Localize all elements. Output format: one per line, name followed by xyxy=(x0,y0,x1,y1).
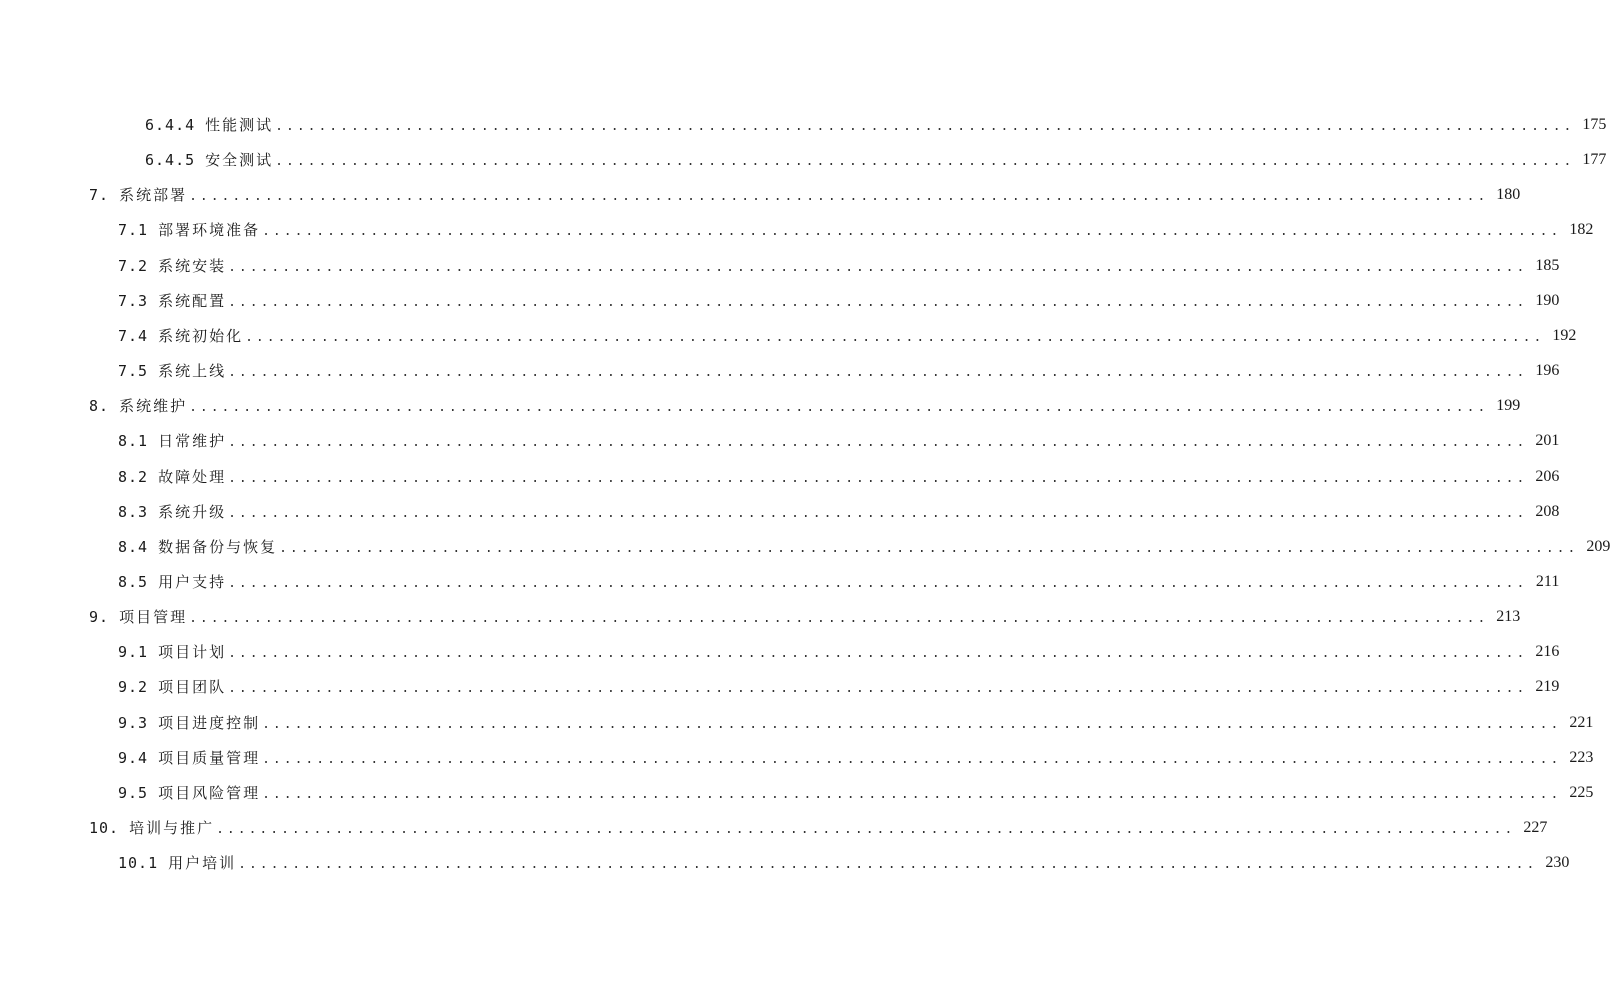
toc-entry[interactable] xyxy=(89,605,1521,629)
toc-entry[interactable] xyxy=(118,324,1577,348)
dot-leader: ........................................................................................................................ xyxy=(228,365,1528,380)
toc-entry-number: 9.3 xyxy=(118,713,149,732)
toc-entry-page-number: 223 xyxy=(1569,748,1594,766)
toc-entry-page-number: 190 xyxy=(1535,291,1560,309)
toc-entry-page-number: 175 xyxy=(1582,116,1607,133)
dot-leader: ........................................................................................................................ xyxy=(275,154,1575,170)
toc-entry[interactable] xyxy=(89,183,1521,207)
dot-leader: ........................................................................................................................ xyxy=(238,857,1538,873)
dot-leader: ........................................................................................................................ xyxy=(189,611,1489,627)
toc-entry[interactable] xyxy=(118,465,1560,489)
toc-entry-title: 系统部署 xyxy=(119,186,188,205)
toc-entry-page-number: 206 xyxy=(1535,467,1560,485)
toc-entry-title: 项目进度控制 xyxy=(158,713,261,732)
dot-leader: ........................................................................................................................ xyxy=(228,681,1528,697)
toc-entry[interactable] xyxy=(118,675,1560,699)
toc-entry-title: 项目风险管理 xyxy=(158,783,261,802)
dot-leader: ........................................................................................................................ xyxy=(262,716,1562,732)
toc-entry-title: 项目质量管理 xyxy=(158,748,261,767)
dot-leader: ........................................................................................................................ xyxy=(228,435,1528,451)
toc-entry-page-number: 211 xyxy=(1535,573,1560,590)
toc-entry-title: 培训与推广 xyxy=(129,819,215,837)
toc-entry-page-number: 230 xyxy=(1545,854,1570,872)
toc-entry-page-number: 199 xyxy=(1496,397,1521,415)
dot-leader: ........................................................................................................................ xyxy=(228,470,1528,486)
dot-leader: ........................................................................................................................ xyxy=(245,329,1545,345)
toc-entry-number: 7.3 xyxy=(118,291,149,310)
toc-entry-page-number: 208 xyxy=(1535,502,1560,520)
toc-entry[interactable] xyxy=(118,429,1560,453)
toc-entry[interactable] xyxy=(118,359,1560,383)
dot-leader: ........................................................................................................................ xyxy=(262,224,1562,240)
toc-entry-title: 安全测试 xyxy=(205,151,274,170)
toc-entry-page-number: 192 xyxy=(1552,326,1577,344)
toc-entry-number: 6.4.4 xyxy=(145,116,196,134)
toc-entry[interactable] xyxy=(118,289,1560,313)
toc-entry-page-number: 221 xyxy=(1569,713,1594,731)
toc-entry-page-number: 180 xyxy=(1496,186,1521,204)
toc-entry[interactable] xyxy=(145,148,1607,172)
toc-entry-title: 系统配置 xyxy=(158,291,227,310)
toc-entry-number: 7.1 xyxy=(118,221,149,240)
toc-entry-title: 系统维护 xyxy=(119,397,188,416)
toc-entry-title: 数据备份与恢复 xyxy=(158,537,278,556)
toc-entry-number: 10. xyxy=(89,819,120,837)
dot-leader: ........................................................................................................................ xyxy=(228,505,1528,521)
toc-entry-number: 9.4 xyxy=(118,748,149,767)
toc-entry-number: 9.5 xyxy=(118,783,149,802)
dot-leader: ........................................................................................................................ xyxy=(228,646,1528,662)
toc-entry[interactable] xyxy=(118,640,1560,664)
toc-entry[interactable] xyxy=(118,570,1560,594)
dot-leader: ........................................................................................................................ xyxy=(228,259,1528,275)
toc-entry-number: 7.4 xyxy=(118,326,149,345)
toc-entry-title: 部署环境准备 xyxy=(158,221,261,240)
toc-entry-title: 项目管理 xyxy=(119,608,188,627)
toc-entry-title: 用户支持 xyxy=(158,573,227,591)
toc-entry-page-number: 201 xyxy=(1535,432,1560,450)
toc-entry[interactable] xyxy=(118,746,1594,770)
toc-entry-page-number: 213 xyxy=(1496,608,1521,626)
toc-entry-number: 8.3 xyxy=(118,502,149,521)
toc-entry-page-number: 219 xyxy=(1535,678,1560,696)
toc-entry-number: 8.5 xyxy=(118,573,149,591)
toc-entry-title: 项目团队 xyxy=(158,678,227,697)
toc-entry-title: 性能测试 xyxy=(205,116,274,134)
toc-entry-number: 8. xyxy=(89,397,110,416)
toc-entry-title: 日常维护 xyxy=(158,432,227,451)
toc-entry-page-number: 177 xyxy=(1582,151,1607,169)
toc-entry-page-number: 216 xyxy=(1535,643,1560,661)
toc-entry-number: 9.2 xyxy=(118,678,149,697)
toc-entry-page-number: 182 xyxy=(1569,221,1594,239)
toc-entry-page-number: 209 xyxy=(1586,537,1610,555)
toc-entry-title: 系统上线 xyxy=(158,362,227,380)
dot-leader: ........................................................................................................................ xyxy=(279,540,1579,556)
toc-entry-number: 7.2 xyxy=(118,256,149,275)
toc-entry-title: 用户培训 xyxy=(168,854,237,873)
dot-leader: ........................................................................................................................ xyxy=(262,751,1562,767)
toc-entry-number: 10.1 xyxy=(118,854,159,873)
toc-entry[interactable] xyxy=(118,781,1594,805)
toc-entry[interactable] xyxy=(89,394,1521,418)
toc-entry-title: 系统安装 xyxy=(158,256,227,275)
toc-entry-number: 8.2 xyxy=(118,467,149,486)
toc-entry-title: 系统初始化 xyxy=(158,326,244,345)
dot-leader: ........................................................................................................................ xyxy=(189,400,1489,416)
dot-leader: ........................................................................................................................ xyxy=(228,576,1528,591)
toc-entry-number: 8.1 xyxy=(118,432,149,451)
dot-leader: ........................................................................................................................ xyxy=(228,294,1528,310)
toc-entry[interactable] xyxy=(118,711,1594,735)
toc-entry[interactable] xyxy=(145,113,1607,137)
toc-entry-number: 8.4 xyxy=(118,537,149,556)
toc-entry-page-number: 225 xyxy=(1569,783,1594,801)
toc-entry[interactable] xyxy=(118,254,1560,278)
toc-entry-title: 系统升级 xyxy=(158,502,227,521)
toc-entry[interactable] xyxy=(89,816,1548,840)
toc-entry-page-number: 185 xyxy=(1535,256,1560,274)
toc-entry[interactable] xyxy=(118,851,1570,875)
toc-entry[interactable] xyxy=(118,218,1594,242)
toc-entry[interactable] xyxy=(118,500,1560,524)
dot-leader: ........................................................................................................................ xyxy=(189,189,1489,205)
toc-entry-number: 7. xyxy=(89,186,110,205)
dot-leader: ........................................................................................................................ xyxy=(262,786,1562,802)
toc-entry[interactable] xyxy=(118,535,1610,559)
toc-entry-page-number: 196 xyxy=(1535,362,1560,379)
dot-leader: ........................................................................................................................ xyxy=(275,119,1575,134)
toc-entry-number: 9. xyxy=(89,608,110,627)
toc-entry-title: 故障处理 xyxy=(158,467,227,486)
toc-entry-number: 9.1 xyxy=(118,643,149,662)
toc-entry-page-number: 227 xyxy=(1523,819,1548,836)
toc-entry-title: 项目计划 xyxy=(158,643,227,662)
toc-entry-number: 6.4.5 xyxy=(145,151,196,170)
dot-leader: ........................................................................................................................ xyxy=(216,822,1516,837)
toc-entry-number: 7.5 xyxy=(118,362,149,380)
